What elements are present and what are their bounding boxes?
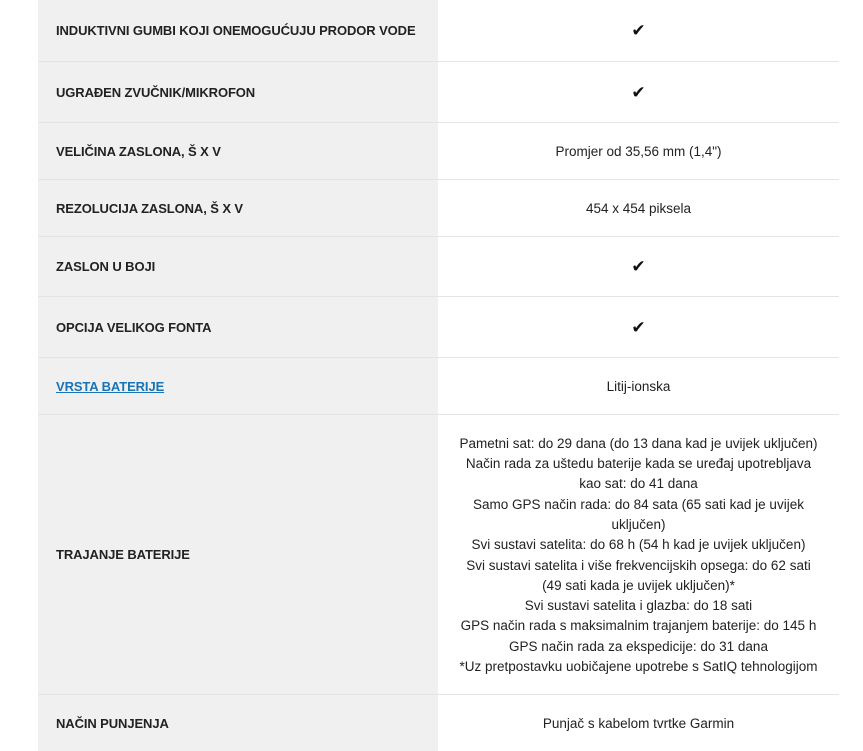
battery-life-line: GPS način rada s maksimalnim trajanjem baterije: do 145 h <box>460 618 817 634</box>
checkmark-icon: ✔ <box>631 21 646 40</box>
spec-row-battery-life <box>38 415 839 695</box>
spec-value-battery-life <box>438 415 839 694</box>
checkmark-icon: ✔ <box>631 82 646 102</box>
spec-row-buttons <box>38 0 839 62</box>
spec-value <box>438 297 839 357</box>
spec-value: 454 x 454 piksela <box>438 180 839 236</box>
battery-life-line: (49 sati kada je uvijek uključen)* <box>542 577 735 593</box>
spec-value <box>438 62 839 122</box>
spec-row-speaker <box>38 62 839 123</box>
battery-life-line: Samo GPS način rada: do 84 sata (65 sati kad je uvijek <box>473 496 804 512</box>
checkmark-icon: ✔ <box>631 257 646 276</box>
battery-life-line: Svi sustavi satelita: do 68 h (54 h kad je uvijek uključen) <box>471 537 806 553</box>
battery-type-link[interactable]: VRSTA BATERIJE <box>56 378 165 394</box>
checkmark-icon: ✔ <box>631 317 646 337</box>
spec-value <box>438 237 839 296</box>
spec-row-large-font <box>38 297 839 358</box>
specs-table <box>38 0 839 751</box>
spec-label: REZOLUCIJA ZASLONA, Š X V <box>38 180 438 236</box>
spec-label: VELIČINA ZASLONA, Š X V <box>38 123 438 179</box>
spec-value <box>438 0 839 61</box>
battery-life-line: uključen) <box>611 516 666 532</box>
spec-label: NAČIN PUNJENJA <box>38 695 438 751</box>
spec-value: Punjač s kabelom tvrtke Garmin <box>438 695 839 751</box>
spec-row-screen-size <box>38 123 839 180</box>
battery-life-line: Način rada za uštedu baterije kada se uređaj upotrebljava <box>465 456 812 472</box>
battery-life-line: Svi sustavi satelita i više frekvencijskih opsega: do 62 sati <box>466 557 811 573</box>
spec-label: INDUKTIVNI GUMBI KOJI ONEMOGUĆUJU PRODOR VODE <box>38 0 438 61</box>
battery-life-line: *Uz pretpostavku uobičajene upotrebe s SatIQ tehnologijom <box>459 658 818 674</box>
spec-label: ZASLON U BOJI <box>38 237 438 296</box>
spec-row-charging <box>38 695 839 751</box>
spec-row-resolution <box>38 180 839 237</box>
spec-value: Litij-ionska <box>438 358 839 414</box>
spec-label: TRAJANJE BATERIJE <box>38 415 438 694</box>
spec-label: OPCIJA VELIKOG FONTA <box>38 297 438 357</box>
battery-life-line: kao sat: do 41 dana <box>579 476 698 492</box>
spec-label <box>38 358 438 414</box>
battery-life-line: Svi sustavi satelita i glazba: do 18 sati <box>524 598 753 614</box>
spec-label: UGRAĐEN ZVUČNIK/MIKROFON <box>38 62 438 122</box>
spec-row-battery-type <box>38 358 839 415</box>
battery-life-line: GPS način rada za ekspedicije: do 31 dana <box>509 638 768 654</box>
spec-value: Promjer od 35,56 mm (1,4") <box>438 123 839 179</box>
spec-row-color-screen <box>38 237 839 297</box>
battery-life-line: Pametni sat: do 29 dana (do 13 dana kad je uvijek uključen) <box>459 435 818 451</box>
